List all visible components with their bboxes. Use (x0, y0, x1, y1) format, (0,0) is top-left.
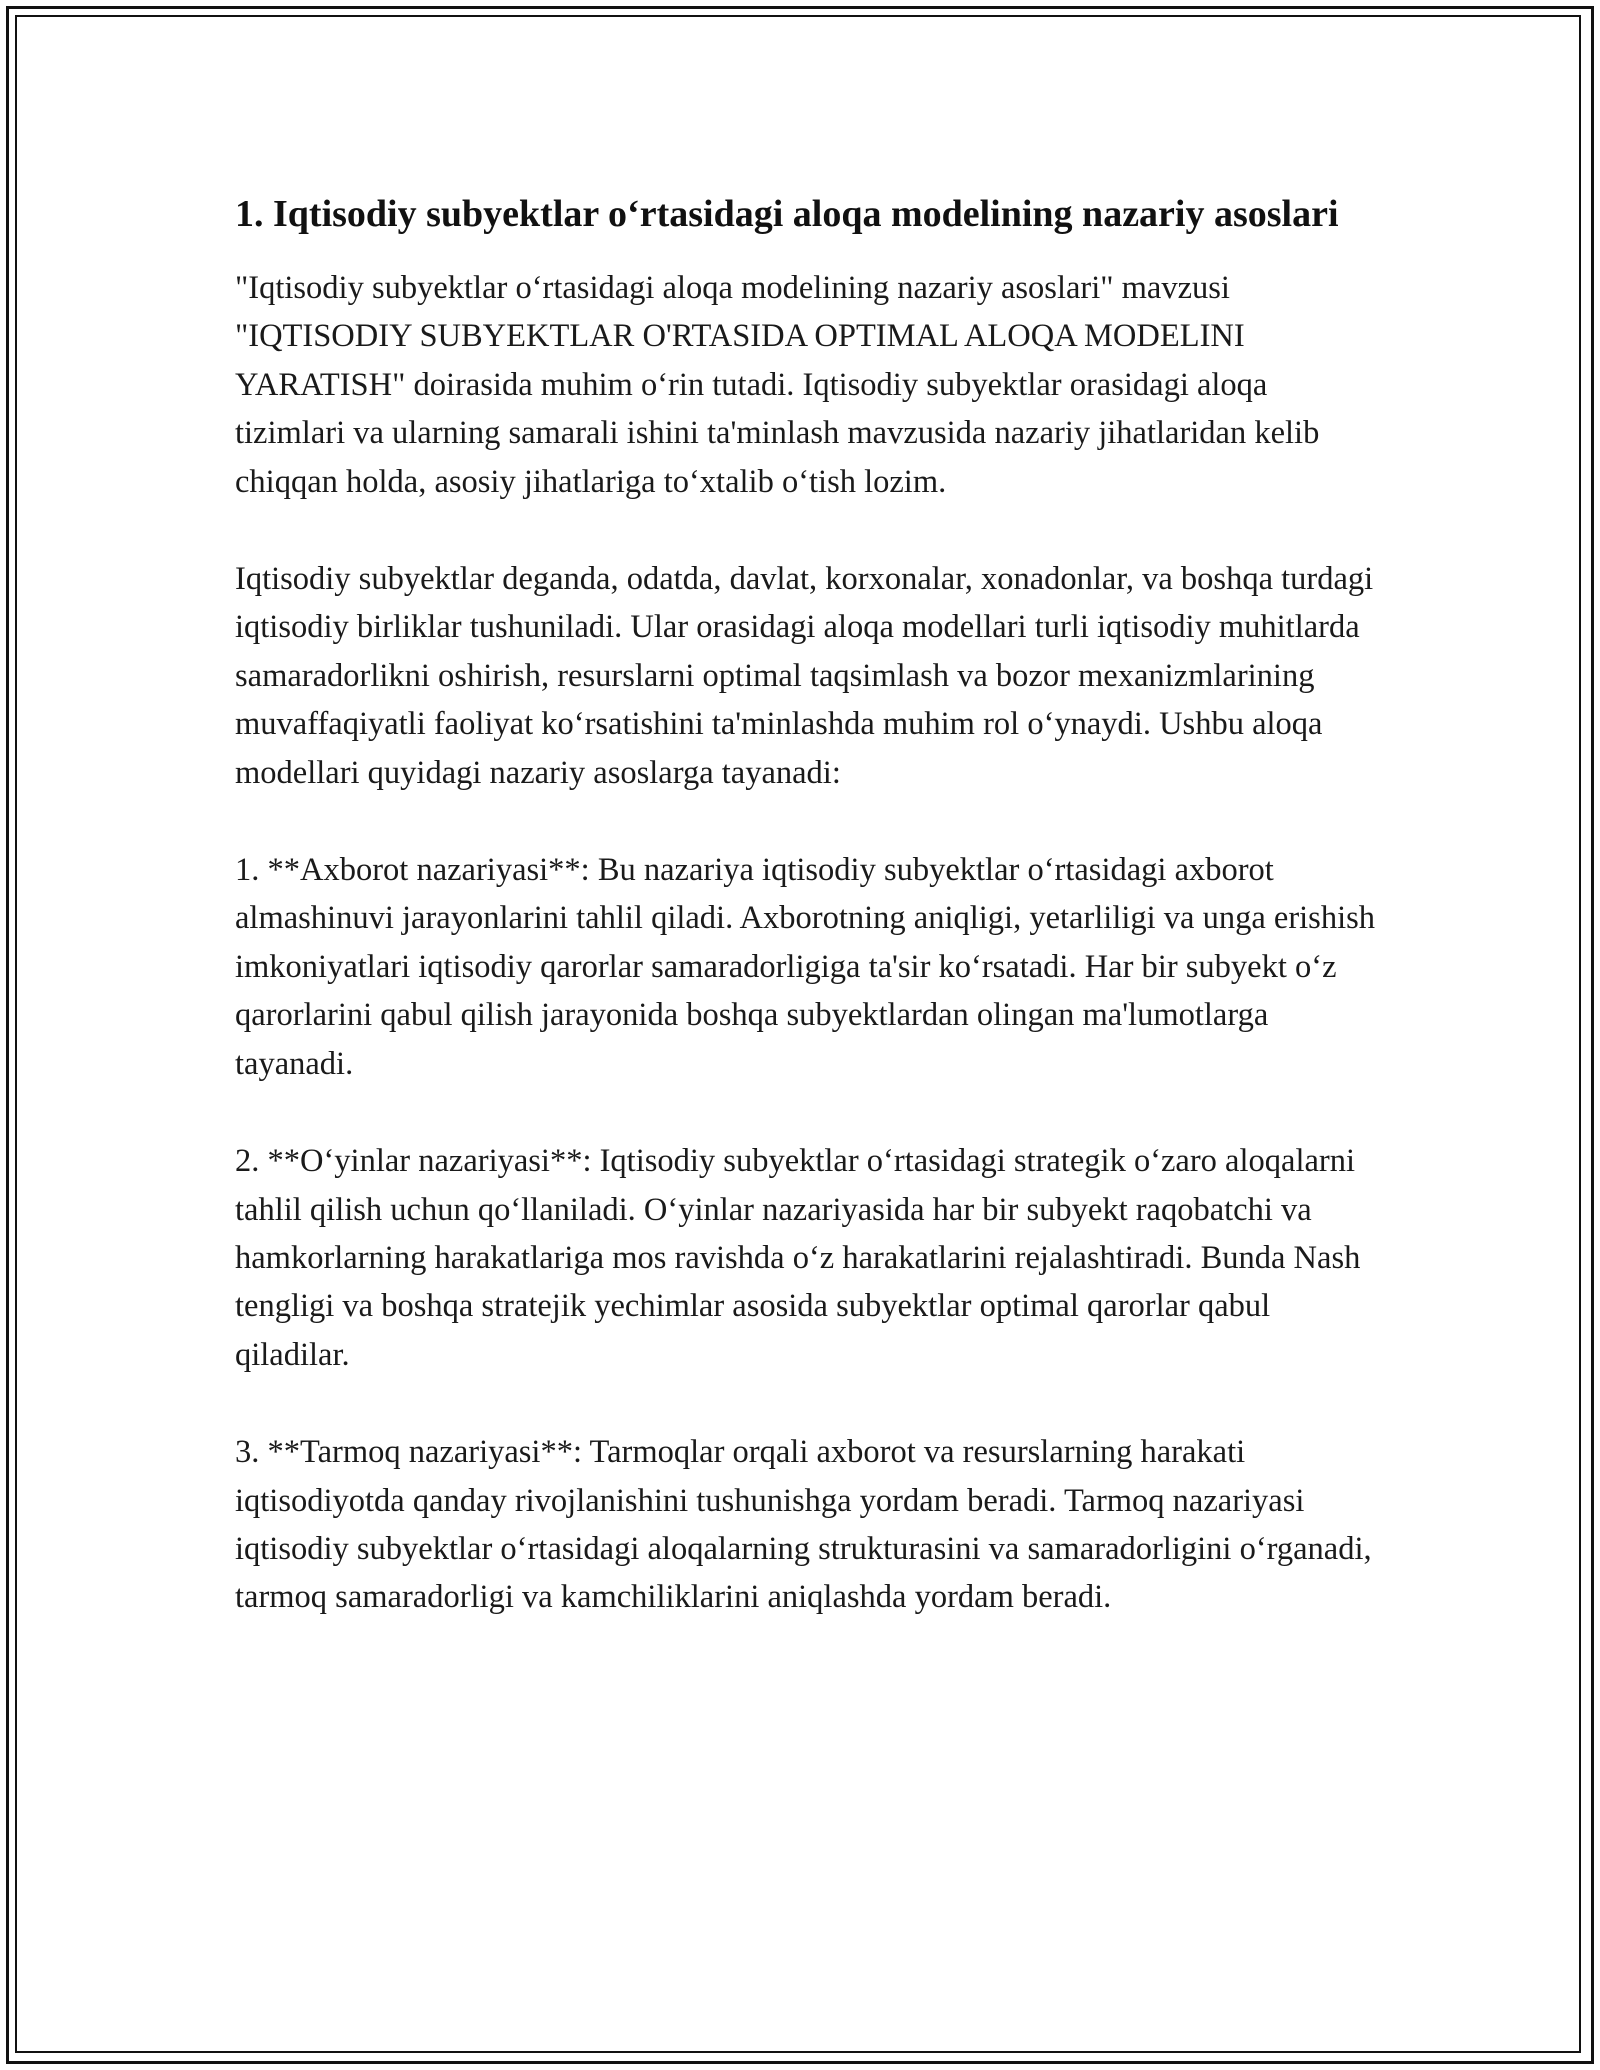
paragraph-information-theory: 1. **Axborot nazariyasi**: Bu nazariya iqtisodiy subyektlar o‘rtasidagi axborot almashinuvi jarayonlarini tahlil qiladi. Axborotning aniqligi, yetarliligi va unga erishish imkoniyatlari iqtisodiy qarorlar samaradorligiga ta'sir ko‘rsatadi. Har bir subyekt o‘z qarorlarini qabul qilish jarayonida boshqa subyektlardan olingan ma'lumotlarga tayanadi. (235, 852, 1375, 1082)
paragraph-intro: "Iqtisodiy subyektlar o‘rtasidagi aloqa modelining nazariy asoslari" mavzusi "IQTISODIY SUBYEKTLAR O'RTASIDA OPTIMAL ALOQA MODELINI YARATISH" doirasida muhim o‘rin tutadi. Iqtisodiy subyektlar orasidagi aloqa tizimlari va ularning samarali ishini ta'minlash mavzusida nazariy jihatlaridan kelib chiqqan holda, asosiy jihatlariga to‘xtalib o‘tish lozim. (235, 270, 1320, 500)
section-heading: 1. Iqtisodiy subyektlar o‘rtasidagi aloqa modelining nazariy asoslari (235, 193, 1339, 235)
document-body (235, 186, 1375, 1671)
paragraph-subjects: Iqtisodiy subyektlar deganda, odatda, davlat, korxonalar, xonadonlar, va boshqa turdagi iqtisodiy birliklar tushuniladi. Ular orasidagi aloqa modellari turli iqtisodiy muhitlarda samaradorlikni oshirish, resurslarni optimal taqsimlash va bozor mexanizmlarining muvaffaqiyatli faoliyat ko‘rsatishini ta'minlashda muhim rol o‘ynaydi. Ushbu aloqa modellari quyidagi nazariy asoslarga tayanadi: (235, 561, 1374, 791)
paragraph-network-theory: 3. **Tarmoq nazariyasi**: Tarmoqlar orqali axborot va resurslarning harakati iqtisodiyotda qanday rivojlanishini tushunishga yordam beradi. Tarmoq nazariyasi iqtisodiy subyektlar o‘rtasidagi aloqalarning strukturasini va samaradorligini o‘rganadi, tarmoq samaradorligi va kamchiliklarini aniqlashda yordam beradi. (235, 1434, 1372, 1616)
paragraph-game-theory: 2. **O‘yinlar nazariyasi**: Iqtisodiy subyektlar o‘rtasidagi strategik o‘zaro aloqalarni tahlil qilish uchun qo‘llaniladi. O‘yinlar nazariyasida har bir subyekt raqobatchi va hamkorlarning harakatlariga mos ravishda o‘z harakatlarini rejalashtiradi. Bunda Nash tengligi va boshqa stratejik yechimlar asosida subyektlar optimal qarorlar qabul qiladilar. (235, 1143, 1361, 1373)
